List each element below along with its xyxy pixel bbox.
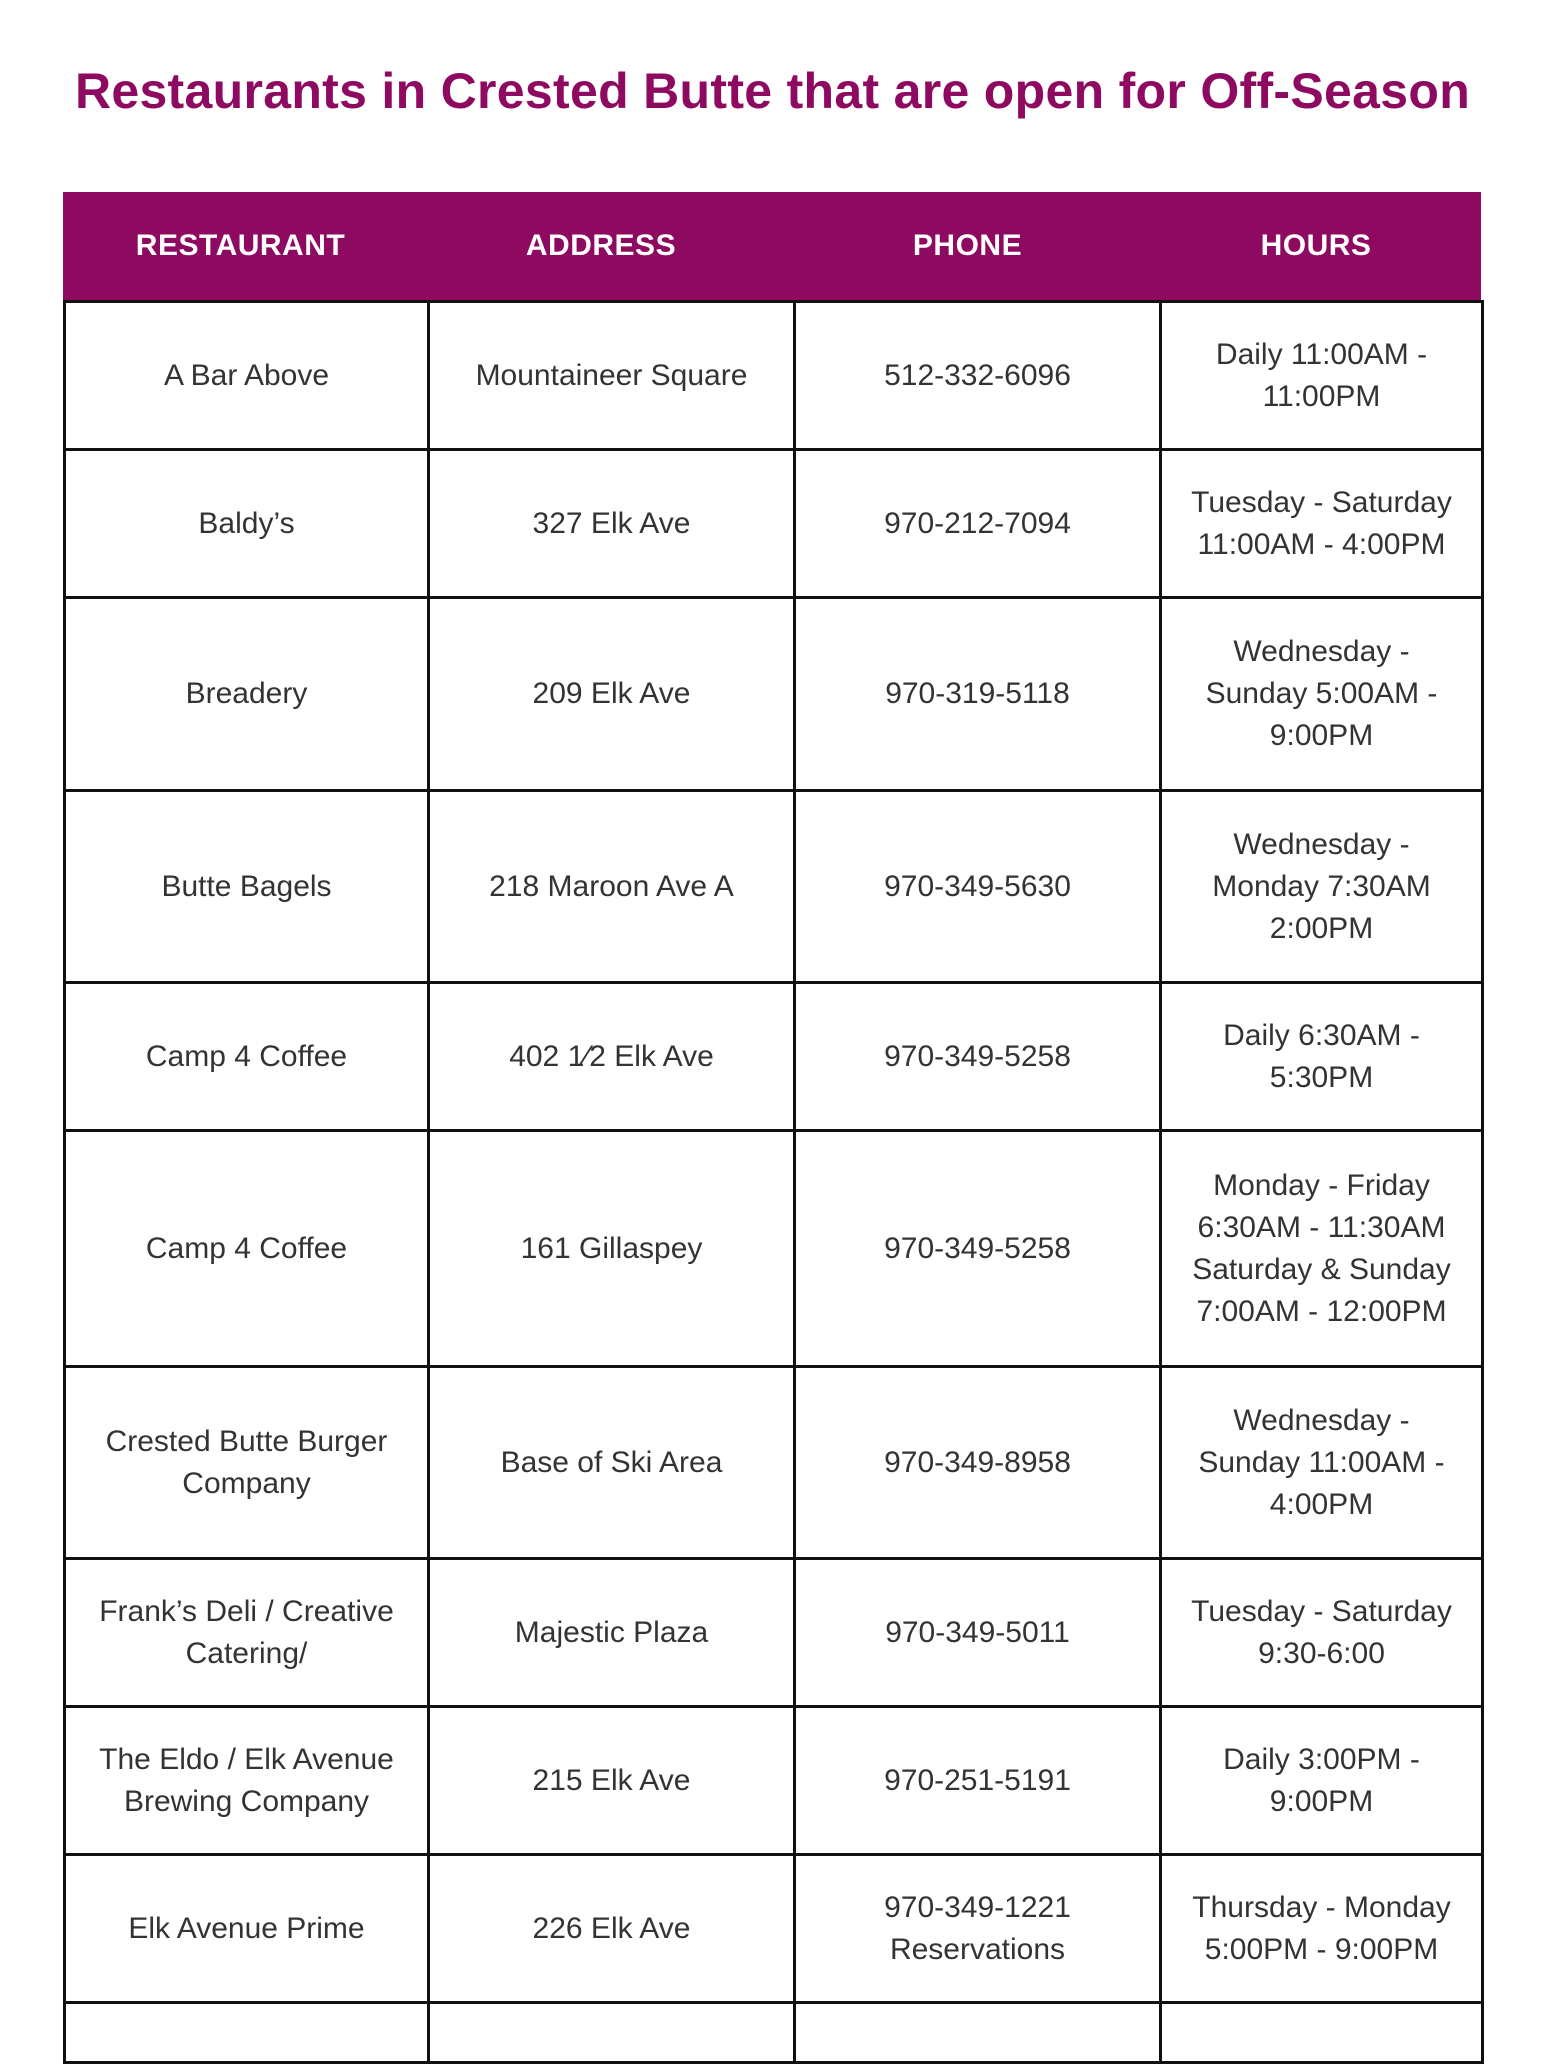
- table-row: [65, 2003, 1483, 2063]
- page-title: Restaurants in Crested Butte that are open for Off-Season: [74, 63, 1471, 119]
- phone-cell: 970-349-5258: [795, 983, 1161, 1131]
- restaurants-table: [63, 192, 1481, 2064]
- restaurant-cell: Crested Butte Burger Company: [65, 1367, 429, 1559]
- table-row: [65, 1559, 1483, 1707]
- table-row: [65, 983, 1483, 1131]
- restaurant-cell: Breadery: [65, 598, 429, 791]
- address-cell: [429, 2003, 795, 2063]
- hours-cell: [1161, 302, 1483, 450]
- header-restaurant: RESTAURANT: [135, 229, 346, 262]
- hours-line: Daily 11:00AM -: [1215, 337, 1428, 371]
- table-row: [65, 791, 1483, 983]
- address-cell: 327 Elk Ave: [429, 450, 795, 598]
- restaurant-cell: Camp 4 Coffee: [65, 1131, 429, 1367]
- hours-line: Tuesday - Saturday: [1191, 485, 1452, 519]
- hours-cell: [1161, 450, 1483, 598]
- address-cell: 161 Gillaspey: [429, 1131, 795, 1367]
- hours-cell: [1161, 1707, 1483, 1855]
- hours-cell: [1161, 1131, 1483, 1367]
- hours-line: 4:00PM: [1269, 1487, 1374, 1521]
- hours-line: 11:00PM: [1262, 379, 1381, 413]
- restaurant-cell: Camp 4 Coffee: [65, 983, 429, 1131]
- phone-cell: 970-251-5191: [795, 1707, 1161, 1855]
- hours-line: 11:00AM - 4:00PM: [1197, 527, 1446, 561]
- phone-cell: 970-349-5630: [795, 791, 1161, 983]
- table-row: [65, 598, 1483, 791]
- hours-line: 7:00AM - 12:00PM: [1196, 1294, 1447, 1328]
- hours-line: 9:00PM: [1269, 1784, 1374, 1818]
- phone-cell: 970-319-5118: [795, 598, 1161, 791]
- phone-cell: 970-349-5011: [795, 1559, 1161, 1707]
- hours-line: Monday - Friday: [1213, 1168, 1430, 1202]
- header-phone: PHONE: [912, 229, 1023, 262]
- address-cell: Mountaineer Square: [429, 302, 795, 450]
- restaurant-cell: Frank’s Deli / Creative Catering/: [65, 1559, 429, 1707]
- header-address: ADDRESS: [525, 229, 677, 262]
- restaurant-cell: [65, 2003, 429, 2063]
- hours-cell: [1161, 1367, 1483, 1559]
- header-hours: HOURS: [1260, 229, 1372, 262]
- hours-cell: [1161, 2003, 1483, 2063]
- restaurant-cell: A Bar Above: [65, 302, 429, 450]
- phone-cell: 970-349-1221 Reservations: [795, 1855, 1161, 2003]
- table-body: [63, 300, 1484, 2064]
- hours-line: Daily 6:30AM -: [1223, 1018, 1420, 1052]
- address-cell: 218 Maroon Ave A: [429, 791, 795, 983]
- table-row: [65, 1131, 1483, 1367]
- address-cell: 209 Elk Ave: [429, 598, 795, 791]
- hours-cell: [1161, 983, 1483, 1131]
- restaurant-cell: Baldy’s: [65, 450, 429, 598]
- hours-line: Saturday & Sunday: [1192, 1252, 1451, 1286]
- hours-line: Thursday - Monday: [1192, 1890, 1451, 1924]
- hours-line: Daily 3:00PM -: [1223, 1742, 1420, 1776]
- phone-cell: 970-349-8958: [795, 1367, 1161, 1559]
- hours-line: Sunday 5:00AM -: [1205, 677, 1438, 710]
- hours-line: Monday 7:30AM: [1212, 869, 1431, 903]
- hours-cell: [1161, 1559, 1483, 1707]
- address-cell: 402 1⁄2 Elk Ave: [429, 983, 795, 1131]
- address-cell: Majestic Plaza: [429, 1559, 795, 1707]
- hours-line: 6:30AM - 11:30AM: [1197, 1210, 1446, 1244]
- table-row: [65, 1367, 1483, 1559]
- phone-cell: 970-212-7094: [795, 450, 1161, 598]
- hours-line: 5:30PM: [1269, 1060, 1374, 1094]
- restaurant-cell: Butte Bagels: [65, 791, 429, 983]
- hours-line: Wednesday -: [1233, 1403, 1410, 1437]
- table-header: [63, 192, 1481, 300]
- table-row: [65, 1855, 1483, 2003]
- restaurant-cell: Elk Avenue Prime: [65, 1855, 429, 2003]
- hours-cell: [1161, 1855, 1483, 2003]
- restaurant-cell: The Eldo / Elk Avenue Brewing Company: [65, 1707, 429, 1855]
- hours-line: Wednesday -: [1233, 635, 1410, 668]
- hours-cell: [1161, 598, 1483, 791]
- address-cell: Base of Ski Area: [429, 1367, 795, 1559]
- phone-cell: 512-332-6096: [795, 302, 1161, 450]
- table-row: [65, 302, 1483, 450]
- hours-line: 2:00PM: [1269, 911, 1374, 945]
- table-row: [65, 1707, 1483, 1855]
- phone-cell: 970-349-5258: [795, 1131, 1161, 1367]
- address-cell: 226 Elk Ave: [429, 1855, 795, 2003]
- hours-line: 5:00PM - 9:00PM: [1204, 1932, 1439, 1966]
- address-cell: 215 Elk Ave: [429, 1707, 795, 1855]
- hours-line: Wednesday -: [1233, 827, 1410, 861]
- hours-line: Tuesday - Saturday: [1191, 1594, 1452, 1628]
- table-row: [65, 450, 1483, 598]
- hours-line: 9:00PM: [1269, 719, 1374, 752]
- hours-line: 9:30-6:00: [1258, 1636, 1385, 1670]
- phone-cell: [795, 2003, 1161, 2063]
- hours-cell: [1161, 791, 1483, 983]
- hours-line: Sunday 11:00AM -: [1198, 1445, 1445, 1479]
